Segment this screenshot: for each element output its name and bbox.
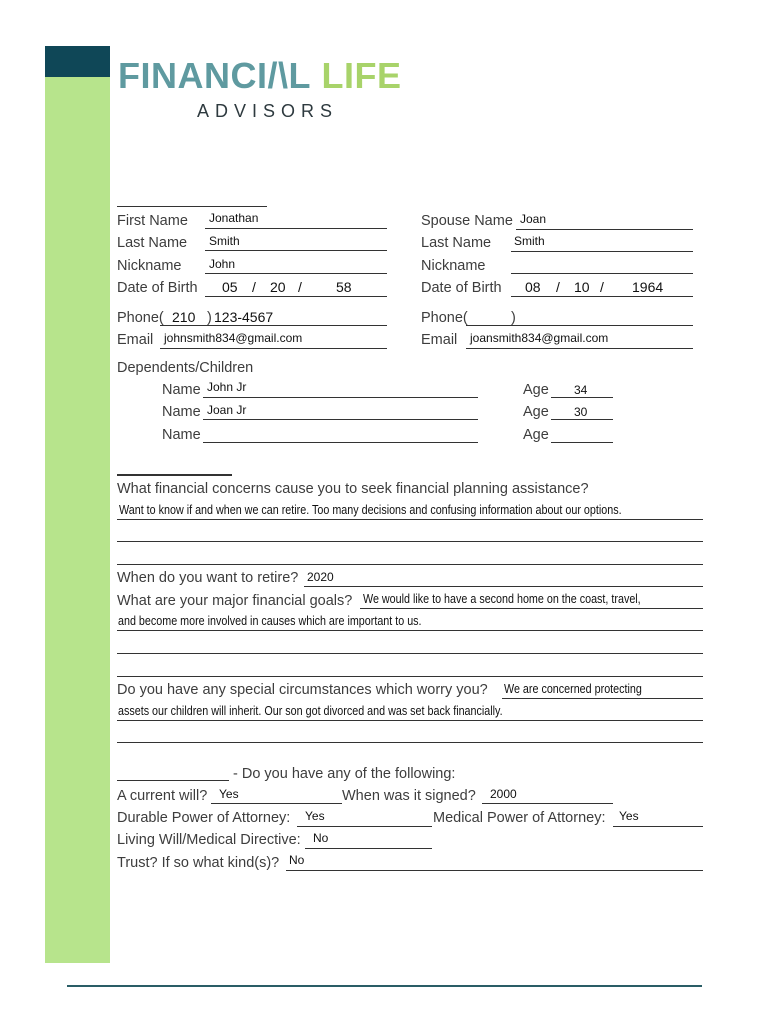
- nickname-value: John: [209, 257, 236, 271]
- dependent-1-age-label: Age: [523, 382, 549, 398]
- spouse-dob-month: 08: [525, 279, 541, 295]
- dependent-2-name-line: [203, 419, 478, 420]
- living-will-line: [305, 848, 432, 849]
- dependent-2-name-label: Name: [162, 404, 201, 420]
- dependent-2-age-line: [551, 419, 613, 420]
- dob-slash-2: /: [298, 279, 302, 295]
- dependent-3-age-label: Age: [523, 427, 549, 443]
- phone-line: [160, 325, 387, 326]
- spouse-dob-line: [511, 296, 693, 297]
- spouse-last-name-line: [511, 251, 693, 252]
- dob-slash-1: /: [252, 279, 256, 295]
- first-name-line: [205, 228, 387, 229]
- goals-line-3: [117, 653, 703, 654]
- dependent-3-name-label: Name: [162, 427, 201, 443]
- living-will-question: Living Will/Medical Directive:: [117, 832, 301, 848]
- retire-line: [304, 586, 703, 587]
- spouse-email-line: [466, 348, 693, 349]
- concerns-line-3: [117, 564, 703, 565]
- medical-poa-line: [613, 826, 703, 827]
- goals-answer-2: and become more involved in causes which are important to us.: [118, 614, 422, 628]
- spouse-email-value: joansmith834@gmail.com: [470, 331, 609, 345]
- last-name-label: Last Name: [117, 235, 188, 251]
- spouse-name-label: Spouse Name: [421, 213, 513, 229]
- any-following-label: - Do you have any of the following:: [233, 766, 456, 782]
- logo: [118, 55, 402, 96]
- medical-poa-question: Medical Power of Attorney:: [433, 810, 606, 826]
- goals-question: What are your major financial goals?: [117, 593, 353, 609]
- concerns-question: What financial concerns cause you to seek financial planning assistance?: [117, 481, 589, 497]
- trust-answer: No: [289, 853, 305, 867]
- circumstances-line-1: [502, 698, 703, 699]
- concerns-line-2: [117, 541, 703, 542]
- section-2-heading-line: [117, 474, 232, 476]
- spouse-phone-close: ): [511, 310, 516, 326]
- first-name-value: Jonathan: [209, 211, 259, 225]
- goals-line-2: [117, 630, 703, 631]
- will-question: A current will?: [117, 788, 208, 804]
- dob-day: 20: [270, 279, 286, 295]
- living-will-answer: No: [313, 831, 329, 845]
- spouse-dob-year: 1964: [632, 279, 664, 295]
- email-label: Email: [117, 332, 154, 348]
- will-answer: Yes: [219, 787, 239, 801]
- signed-line: [482, 803, 613, 804]
- phone-number: 123-4567: [214, 309, 274, 325]
- signed-answer: 2000: [490, 787, 517, 801]
- section-heading-line: [117, 206, 267, 207]
- concerns-answer: Want to know if and when we can retire. Too many decisions and confusing information about our options.: [119, 503, 622, 517]
- section-3-heading-line: [117, 780, 229, 781]
- spouse-last-name-label: Last Name: [421, 235, 492, 251]
- goals-answer-1: We would like to have a second home on the coast, travel,: [363, 592, 641, 606]
- nickname-line: [205, 273, 387, 274]
- circumstances-answer-2: assets our children will inherit. Our son got divorced and was set back financially.: [118, 704, 503, 718]
- spouse-dob-slash-1: /: [556, 279, 560, 295]
- spouse-name-line: [516, 229, 693, 230]
- trust-question: Trust? If so what kind(s)?: [117, 855, 280, 871]
- first-name-label: First Name: [117, 213, 188, 229]
- retire-question: When do you want to retire?: [117, 570, 299, 586]
- durable-poa-answer: Yes: [305, 809, 325, 823]
- circumstances-question: Do you have any special circumstances which worry you?: [117, 682, 488, 698]
- logo-text-life: LIFE: [321, 55, 402, 96]
- dependent-2-age-label: Age: [523, 404, 549, 420]
- spouse-dob-slash-2: /: [600, 279, 604, 295]
- goals-line-1: [360, 608, 703, 609]
- spouse-email-label: Email: [421, 332, 458, 348]
- dob-month: 05: [222, 279, 238, 295]
- goals-line-4: [117, 676, 703, 677]
- spouse-dob-day: 10: [574, 279, 590, 295]
- logo-subtitle: ADVISORS: [197, 101, 339, 121]
- dependent-3-name-line: [203, 442, 478, 443]
- will-line: [211, 803, 342, 804]
- phone-close: ): [207, 310, 212, 326]
- footer-rule: [67, 985, 702, 987]
- durable-poa-question: Durable Power of Attorney:: [117, 810, 291, 826]
- last-name-line: [205, 250, 387, 251]
- spouse-dob-label: Date of Birth: [421, 280, 502, 296]
- sidebar-top-block: [45, 46, 110, 77]
- circumstances-line-3: [117, 742, 703, 743]
- retire-answer: 2020: [307, 570, 334, 584]
- dependent-2-name-value: Joan Jr: [207, 403, 247, 417]
- concerns-line-1: [117, 519, 703, 520]
- spouse-nickname-label: Nickname: [421, 258, 486, 274]
- spouse-phone-line: [466, 325, 693, 326]
- dependents-heading: Dependents/Children: [117, 360, 254, 376]
- logo-mark: /\: [267, 55, 289, 96]
- spouse-nickname-line: [511, 273, 693, 274]
- signed-question: When was it signed?: [342, 788, 476, 804]
- medical-poa-answer: Yes: [619, 809, 639, 823]
- logo-text-financi: FINANCI: [118, 55, 268, 96]
- phone-label: Phone(: [117, 310, 164, 326]
- dependent-3-age-line: [551, 442, 613, 443]
- email-line: [160, 348, 387, 349]
- dob-label: Date of Birth: [117, 280, 198, 296]
- dependent-1-name-label: Name: [162, 382, 201, 398]
- spouse-phone-label: Phone(: [421, 310, 468, 326]
- spouse-last-name-value: Smith: [514, 234, 545, 248]
- dependent-1-age-value: 34: [574, 383, 588, 397]
- durable-poa-line: [297, 826, 432, 827]
- phone-area: 210: [172, 309, 196, 325]
- dependent-1-name-line: [203, 397, 478, 398]
- dob-year: 58: [336, 279, 352, 295]
- spouse-name-value: Joan: [520, 212, 547, 226]
- nickname-label: Nickname: [117, 258, 182, 274]
- dob-line: [205, 296, 387, 297]
- dependent-1-name-value: John Jr: [207, 380, 247, 394]
- logo-text-l: L: [288, 55, 312, 96]
- last-name-value: Smith: [209, 234, 240, 248]
- dependent-1-age-line: [551, 397, 613, 398]
- email-value: johnsmith834@gmail.com: [164, 331, 303, 345]
- sidebar-bar: [45, 46, 110, 963]
- circumstances-line-2: [117, 720, 703, 721]
- trust-line: [286, 870, 703, 871]
- circumstances-answer-1: We are concerned protecting: [504, 682, 642, 696]
- dependent-2-age-value: 30: [574, 405, 588, 419]
